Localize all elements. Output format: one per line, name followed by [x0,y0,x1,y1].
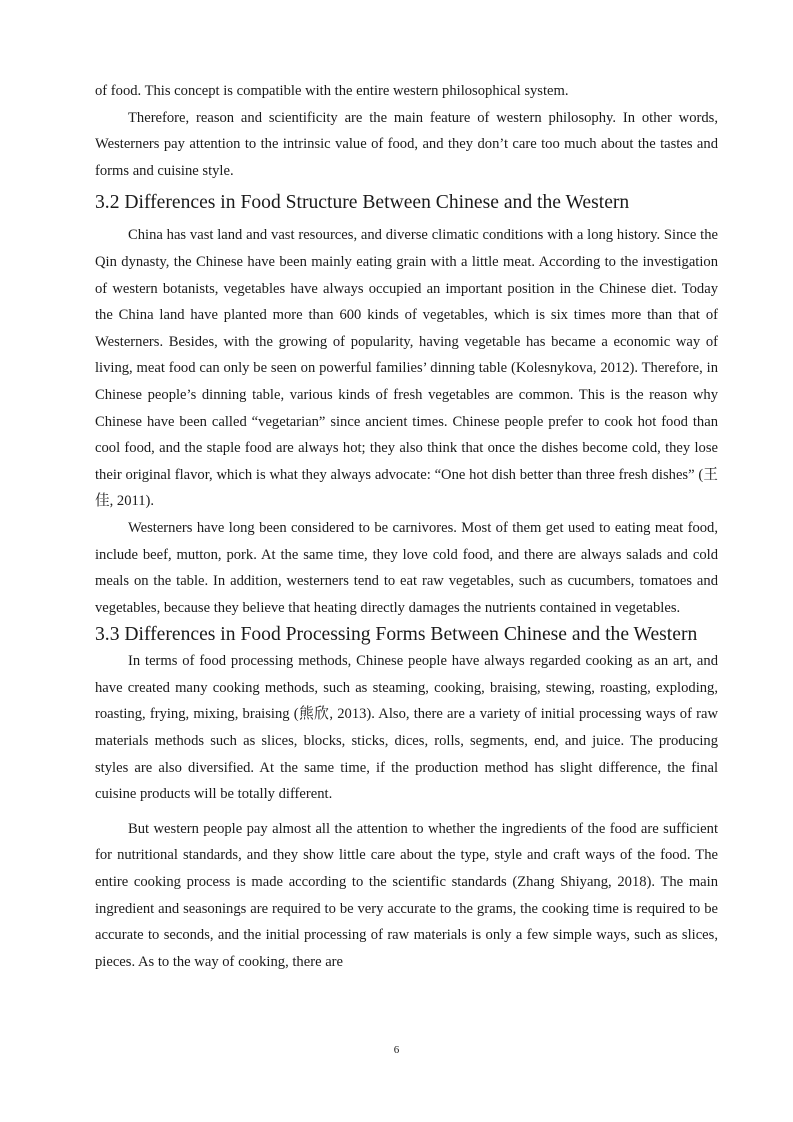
section-heading-3-2: 3.2 Differences in Food Structure Between Chinese and the Western [95,192,630,214]
paragraph-western-philosophy: Therefore, reason and scientificity are the main feature of western philosophy. In other words, Westerners pay attention to the intrinsic value of food, and they don’t care too much about the tastes and forms and cuisine style. [95,109,718,179]
paragraph-chinese-processing: In terms of food processing methods, Chinese people have always regarded cooking as an art, and have created many cooking methods, such as steaming, cooking, braising, stewing, roasting, exploding, roasting, frying, mixing, braising (熊欣, 2013). Also, there are a variety of initial processing ways of raw materials methods such as slices, blocks, sticks, dices, rolls, segments, end, and juice. The producing styles are also diversified. At the same time, if the production method has slight difference, the final cuisine products will be totally different. [95,653,718,803]
paragraph-spacer [95,808,718,816]
paragraph-continuation: of food. This concept is compatible with the entire western philosophical system. [95,83,569,99]
paragraph-western-processing: But western people pay almost all the attention to whether the ingredients of the food are sufficient for nutritional standards, and they show little care about the type, style and craft ways of the food. The entire cooking process is made according to the scientific standards (Zhang Shiyang, 2018). The main ingredient and seasonings are required to be very accurate to the grams, the cooking time is required to be accurate to seconds, and the initial processing of raw materials is only a few simple ways, such as slices, pieces. As to the way of cooking, there are [95,820,718,970]
page-number: 6 [393,1044,400,1056]
paragraph-chinese-food-structure: China has vast land and vast resources, and diverse climatic conditions with a long history. Since the Qin dynasty, the Chinese have been mainly eating grain with a little meat. According to the investigation of western botanists, vegetables have always occupied an important position in the Chinese diet. Today the China land have planted more than 600 kinds of vegetables, which is six times more than that of Westerners. Besides, with the growing of popularity, having vegetable has became a economic way of living, meat food can only be seen on powerful families’ dinning table (Kolesnykova, 2012). Therefore, in Chinese people’s dinning table, various kinds of fresh vegetables are common. This is the reason why Chinese have been called “vegetarian” since ancient times. Chinese people prefer to cook hot food than cool food, and the staple food are always hot; they also think that once the dishes become cold, they lose their original flavor, which is what they always advocate: “One hot dish better than three fresh dishes” (王佳, 2011). [95,227,718,510]
paragraph-western-food-structure: Westerners have long been considered to be carnivores. Most of them get used to eating meat food, include beef, mutton, pork. At the same time, they love cold food, and there are always salads and cold meals on the table. In addition, westerners tend to eat raw vegetables, such as cucumbers, tomatoes and vegetables, because they believe that heating directly damages the nutrients contained in vegetables. [95,519,718,616]
document-body [95,78,718,975]
section-heading-3-3: 3.3 Differences in Food Processing Forms Between Chinese and the Western [95,624,698,646]
